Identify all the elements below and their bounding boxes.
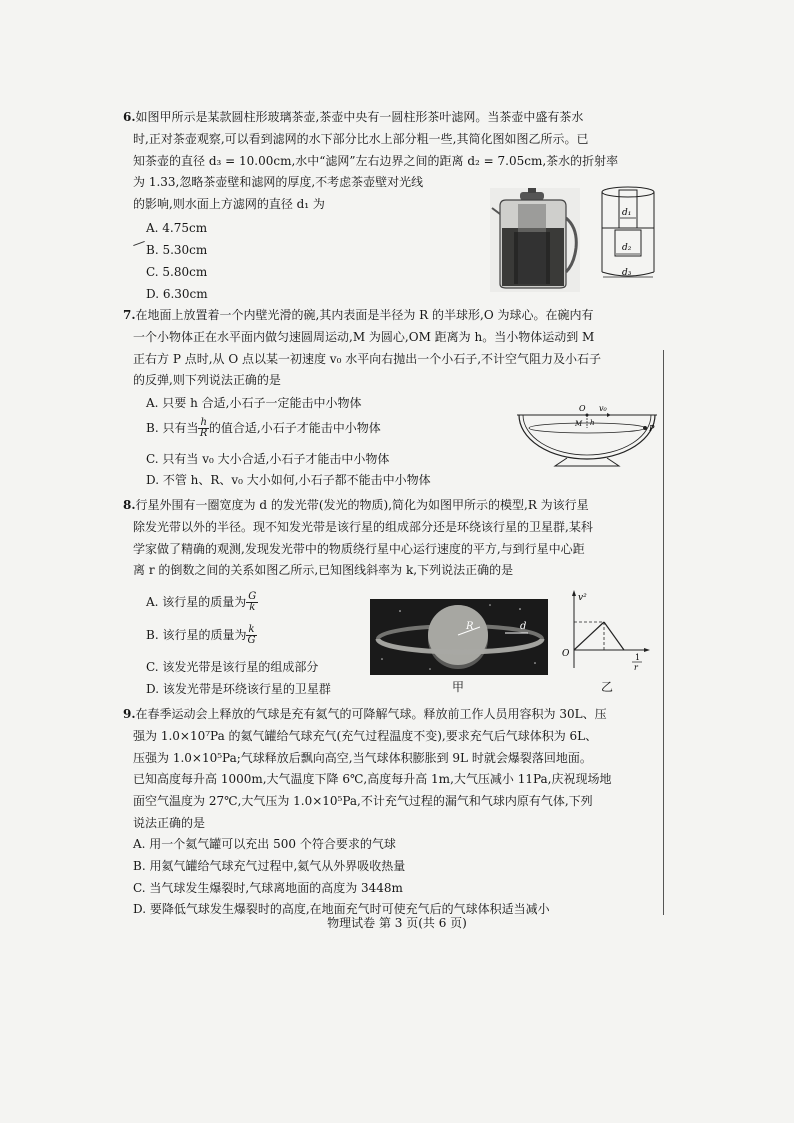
k-over-g-fraction: $\frac{k}{G}$ <box>247 624 256 646</box>
label-h: h <box>590 419 595 427</box>
q8-option-d: D. 该发光带是环绕该行星的卫星群 <box>146 682 331 696</box>
label-v0: v₀ <box>599 404 607 413</box>
q6-line-1: 6.如图甲所示是某款圆柱形玻璃茶壶,茶壶中央有一圆柱形茶叶滤网。当茶壶中盛有茶水 <box>123 110 584 124</box>
q9-option-d: D. 要降低气球发生爆裂时的高度,在地面充气时可使充气后的气球体积适当减小 <box>133 902 550 916</box>
question-8 <box>123 495 663 582</box>
q8-option-c: C. 该发光带是该行星的组成部分 <box>146 660 319 674</box>
h-over-r-fraction: $\frac{h}{R}$ <box>199 417 208 439</box>
q9-line-2: 强为 1.0×10⁷Pa 的氦气罐给气球充气(充气过程温度不变),要求充气后气球体积为 6L、 <box>133 728 598 743</box>
page-margin-line <box>663 350 664 915</box>
label-origin: O <box>562 649 570 659</box>
q7-option-d: D. 不管 h、R、v₀ 大小如何,小石子都不能击中小物体 <box>146 473 431 487</box>
teapot-section-diagram <box>597 184 659 282</box>
label-d1: d₁ <box>622 208 632 218</box>
label-inverse-r-num: 1 <box>635 653 641 662</box>
label-o: O <box>579 404 586 413</box>
page-footer: 物理试卷 第 3 页(共 6 页) <box>327 916 467 930</box>
teapot-photo <box>490 188 580 292</box>
label-d2: d₂ <box>622 243 632 253</box>
q6-option-b: B. 5.30cm <box>146 243 208 257</box>
q6-number: 6. <box>123 110 136 124</box>
q9-number: 9. <box>123 707 136 721</box>
q7-line-3: 正右方 P 点时,从 O 点以某一初速度 v₀ 水平向右抛出一个小石子,不计空气阻力及小石子 <box>133 351 602 366</box>
label-m: M <box>575 420 583 428</box>
q8-option-b: B. 该行星的质量为 $\frac{k}{G}$ <box>146 624 256 646</box>
q6-option-a: A. 4.75cm <box>146 221 208 235</box>
q9-line-4: 已知高度每升高 1000m,大气温度下降 6℃,高度每升高 1m,大气压减小 11Pa,庆祝现场地 <box>133 772 612 787</box>
q8-line-3: 学家做了精确的观测,发现发光带中的物质绕行星中心运行速度的平方,与到行星中心距 <box>133 541 585 556</box>
label-v2-axis: v² <box>578 593 587 603</box>
planet-ring-image <box>370 599 548 675</box>
label-r-planet: R <box>466 621 474 632</box>
q8-line-2: 除发光带以外的半径。现不知发光带是该行星的组成部分还是环绕该行星的卫星群,某科 <box>133 519 593 534</box>
label-inverse-r-den: r <box>634 663 638 672</box>
q8-option-a: A. 该行星的质量为 $\frac{G}{k}$ <box>146 591 257 613</box>
q8-number: 8. <box>123 498 136 512</box>
q8-line-1: 8.行星外围有一圈宽度为 d 的发光带(发光的物质),简化为如图甲所示的模型,R 为该行星 <box>123 498 589 512</box>
q6-line-3: 知茶壶的直径 d₃ = 10.00cm,水中“滤网”左右边界之间的距离 d₂ = 7.05cm,茶水的折射率 <box>133 153 619 168</box>
q6-line-2: 时,正对茶壶观察,可以看到滤网的水下部分比水上部分粗一些,其简化图如图乙所示。已 <box>133 131 589 146</box>
q9-line-5: 面空气温度为 27℃,大气压为 1.0×10⁵Pa,不计充气过程的漏气和气球内原有气体,下列 <box>133 794 593 809</box>
bowl-diagram <box>515 400 663 470</box>
q9-line-3: 压强为 1.0×10⁵Pa;气球释放后飘向高空,当气球体积膨胀到 9L 时就会爆裂落回地面。 <box>133 750 592 765</box>
q9-option-c: C. 当气球发生爆裂时,气球离地面的高度为 3448m <box>133 881 403 895</box>
question-7 <box>123 305 663 392</box>
q9-option-b: B. 用氦气罐给气球充气过程中,氦气从外界吸收热量 <box>133 859 406 873</box>
pen-mark <box>133 241 145 246</box>
question-9 <box>123 704 663 835</box>
q7-line-2: 一个小物体正在水平面内做匀速圆周运动,M 为圆心,OM 距离为 h。当小物体运动到 M <box>133 329 595 344</box>
q8-line-4: 离 r 的倒数之间的关系如图乙所示,已知图线斜率为 k,下列说法正确的是 <box>133 563 514 578</box>
question-6 <box>123 107 663 216</box>
q6-line-5: 的影响,则水面上方滤网的直径 d₁ 为 <box>133 197 325 212</box>
figure-jia-caption: 甲 <box>452 680 465 694</box>
q9-line-6: 说法正确的是 <box>133 815 206 830</box>
figure-yi-caption: 乙 <box>601 680 614 694</box>
label-d-band: d <box>520 621 527 632</box>
q7-option-b: B. 只有当 $\frac{h}{R}$ 的值合适,小石子才能击中小物体 <box>146 417 381 439</box>
q9-option-a: A. 用一个氦气罐可以充出 500 个符合要求的气球 <box>133 837 396 851</box>
q6-line-4: 为 1.33,忽略茶壶壁和滤网的厚度,不考虑茶壶壁对光线 <box>133 175 424 190</box>
q6-option-c: C. 5.80cm <box>146 265 208 279</box>
q7-number: 7. <box>123 308 136 322</box>
label-p: P <box>649 424 655 433</box>
q7-option-a: A. 只要 h 合适,小石子一定能击中小物体 <box>146 396 362 410</box>
g-over-k-fraction: $\frac{G}{k}$ <box>248 591 257 613</box>
label-d3: d₃ <box>622 268 632 278</box>
q7-line-4: 的反弹,则下列说法正确的是 <box>133 373 281 388</box>
q9-line-1: 9.在春季运动会上释放的气球是充有氦气的可降解气球。释放前工作人员用容积为 30L、压 <box>123 707 607 721</box>
v2-vs-inverse-r-graph <box>560 588 652 672</box>
q7-line-1: 7.在地面上放置着一个内壁光滑的碗,其内表面是半径为 R 的半球形,O 为球心。在碗内有 <box>123 308 594 322</box>
q6-option-d: D. 6.30cm <box>146 287 208 301</box>
q7-option-c: C. 只有当 v₀ 大小合适,小石子才能击中小物体 <box>146 452 390 466</box>
